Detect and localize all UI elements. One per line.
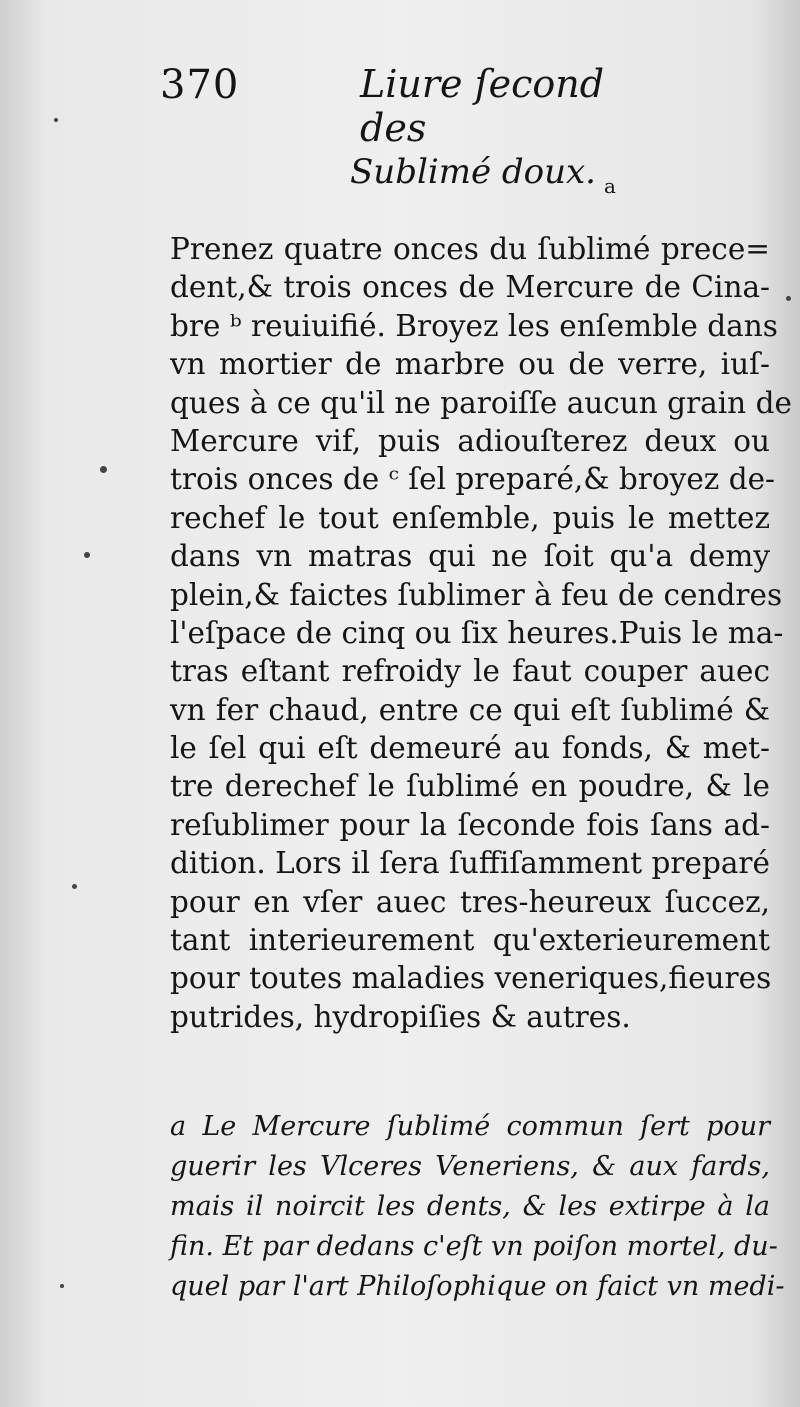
- body-line: reſublimer pour la ſeconde fois ſans ad-: [170, 807, 770, 842]
- footnote-line: quel par l'art Philoſophique on faict vn medi-: [170, 1271, 785, 1302]
- body-line: le ſel qui eſt demeuré au fonds, & met-: [170, 731, 770, 766]
- running-title: Liure ſecond des: [360, 62, 605, 150]
- paper-speck: [84, 552, 90, 558]
- paper-speck: [60, 1284, 64, 1288]
- body-line: plein,& faictes ſublimer à feu de cendres: [170, 577, 783, 612]
- paper-speck: [786, 296, 791, 301]
- footnote-line: a Le Mercure ſublimé commun ſert pour: [170, 1111, 770, 1142]
- body-line: tras eſtant refroidy le faut couper auec: [170, 654, 770, 689]
- body-line: tre derechef le ſublimé en poudre, & le: [170, 769, 770, 804]
- footnote-line: mais il noircit les dents, & les extirpe à la: [170, 1191, 770, 1222]
- body-line: trois onces de ᶜ ſel preparé,& broyez de-: [170, 462, 776, 497]
- page-number: 370: [160, 62, 240, 108]
- section-title-text: Sublimé doux.: [350, 152, 596, 192]
- body-line: dans vn matras qui ne ſoit qu'a demy: [170, 539, 770, 574]
- body-line: Mercure vif, puis adiouſterez deux ou: [170, 423, 770, 458]
- body-paragraph: [170, 230, 792, 1036]
- footnote-block: [170, 1107, 785, 1307]
- body-line: vn fer chaud, entre ce qui eſt ſublimé &: [170, 692, 770, 727]
- body-line: putrides, hydropiſies & autres.: [170, 999, 631, 1034]
- section-title: [350, 152, 616, 198]
- body-line: ques à ce qu'il ne paroiſſe aucun grain de: [170, 385, 792, 420]
- body-line: l'eſpace de cinq ou ſix heures.Puis le ma-: [170, 615, 784, 650]
- page-header: [160, 62, 640, 150]
- section-note-mark: a: [604, 174, 616, 198]
- footnote-line: guerir les Vlceres Veneriens, & aux fards,: [170, 1151, 770, 1182]
- body-line: vn mortier de marbre ou de verre, iuſ-: [170, 347, 770, 382]
- body-line: rechef le tout enſemble, puis le mettez: [170, 500, 770, 535]
- footnote-line: fin. Et par dedans c'eſt vn poiſon mortel, du-: [170, 1231, 778, 1262]
- paper-speck: [72, 884, 77, 889]
- body-line: tant interieurement qu'exterieurement: [170, 923, 770, 958]
- body-line: bre ᵇ reuiuifié. Broyez les enſemble dans: [170, 308, 778, 343]
- body-line: dent,& trois onces de Mercure de Cina-: [170, 270, 770, 305]
- paper-speck: [54, 118, 58, 122]
- body-line: dition. Lors il ſera ſuffiſamment preparé: [170, 846, 770, 881]
- body-line: Prenez quatre onces du ſublimé prece=: [170, 232, 770, 266]
- body-line: pour en vſer auec tres-heureux ſuccez,: [170, 884, 770, 919]
- paper-speck: [100, 466, 107, 473]
- body-line: pour toutes maladies veneriques,fieures: [170, 961, 772, 996]
